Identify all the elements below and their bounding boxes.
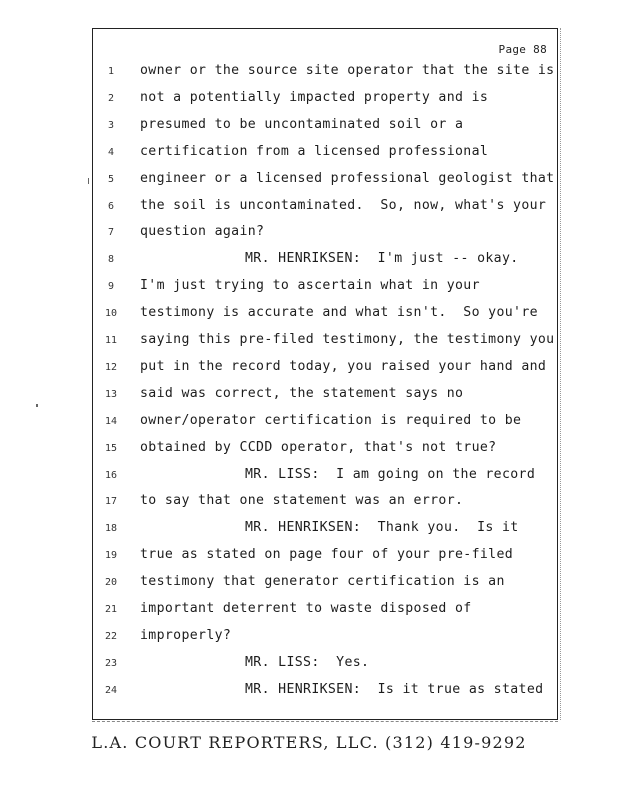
line-text: testimony that generator certification is an [140, 574, 505, 590]
line-text: true as stated on page four of your pre-filed [140, 547, 514, 563]
line-number: 20 [104, 577, 118, 589]
transcript-line [93, 117, 557, 144]
transcript-line [93, 90, 557, 117]
line-number: 7 [107, 227, 115, 239]
line-number: 15 [104, 442, 118, 454]
line-number: 10 [104, 308, 118, 320]
line-number: 17 [104, 496, 118, 508]
line-number: 8 [107, 254, 115, 266]
transcript-line [93, 171, 557, 198]
speaker-line-text: MR. HENRIKSEN: Thank you. Is it [245, 520, 519, 536]
line-text: presumed to be uncontaminated soil or a [140, 116, 464, 132]
page-number: Page 88 [498, 43, 547, 56]
transcript-line [93, 144, 557, 171]
line-number: 18 [104, 523, 118, 535]
line-text: owner/operator certification is required to be [140, 412, 522, 428]
transcript-line [93, 467, 557, 494]
transcript-line [93, 547, 557, 574]
line-number: 22 [104, 630, 118, 642]
line-text: improperly? [140, 627, 232, 643]
line-text: testimony is accurate and what isn't. So you're [140, 305, 538, 321]
line-text: put in the record today, you raised your hand and [140, 358, 547, 374]
line-text: said was correct, the statement says no [140, 385, 464, 401]
line-number: 21 [104, 604, 118, 615]
speaker-line-text: MR. HENRIKSEN: I'm just -- okay. [245, 251, 519, 267]
line-number: 19 [104, 550, 118, 562]
transcript-line [93, 359, 557, 386]
line-text: certification from a licensed professional [140, 143, 489, 159]
transcript-line [93, 224, 557, 251]
line-text: obtained by CCDD operator, that's not true? [140, 439, 497, 455]
line-number: 16 [104, 469, 118, 481]
line-number: 5 [107, 173, 115, 185]
line-text: saying this pre-filed testimony, the testimony you [140, 332, 555, 347]
transcript-line [93, 601, 557, 628]
line-text: I'm just trying to ascertain what in your [140, 278, 480, 294]
transcript-line [93, 332, 557, 359]
line-text: engineer or a licensed professional geologist that [140, 170, 555, 186]
right-margin-rule [560, 28, 561, 720]
line-text: question again? [140, 224, 265, 240]
line-number: 2 [107, 92, 115, 104]
transcript-line [93, 251, 557, 278]
speaker-line-text: MR. LISS: Yes. [245, 654, 370, 670]
line-text: to say that one statement was an error. [140, 493, 464, 509]
line-number: 13 [104, 388, 118, 400]
line-number: 6 [107, 200, 115, 212]
line-number: 4 [107, 146, 115, 158]
line-number: 24 [104, 684, 118, 696]
transcript-line [93, 278, 557, 305]
line-number: 14 [104, 415, 118, 427]
transcript-page [92, 28, 558, 720]
speaker-line-text: MR. LISS: I am going on the record [245, 466, 536, 482]
transcript-line [93, 574, 557, 601]
line-number: 9 [107, 281, 115, 293]
line-number: 3 [107, 119, 115, 131]
transcript-line [93, 63, 557, 90]
line-text: the soil is uncontaminated. So, now, what's your [140, 197, 547, 213]
transcript-line [93, 493, 557, 520]
transcript-line [93, 198, 557, 225]
line-number: 1 [107, 66, 115, 77]
transcript-line [93, 655, 557, 682]
transcript-line [93, 440, 557, 467]
transcript-line [93, 386, 557, 413]
transcript-line [93, 520, 557, 547]
speaker-line-text: MR. HENRIKSEN: Is it true as stated [245, 681, 544, 697]
line-text: owner or the source site operator that the site is [140, 63, 555, 78]
scan-speck [36, 404, 38, 407]
transcript-line [93, 682, 557, 709]
transcript-line [93, 628, 557, 655]
transcript-line [93, 305, 557, 332]
bottom-rule [92, 721, 558, 722]
line-number: 11 [104, 335, 118, 346]
transcript-line [93, 413, 557, 440]
scan-speck [88, 178, 89, 184]
footer-reporter: L.A. COURT REPORTERS, LLC. (312) 419-9292 [91, 733, 527, 752]
line-text: important deterrent to waste disposed of [140, 601, 472, 616]
line-number: 23 [104, 657, 118, 669]
line-number: 12 [104, 361, 118, 373]
line-text: not a potentially impacted property and is [140, 89, 489, 105]
